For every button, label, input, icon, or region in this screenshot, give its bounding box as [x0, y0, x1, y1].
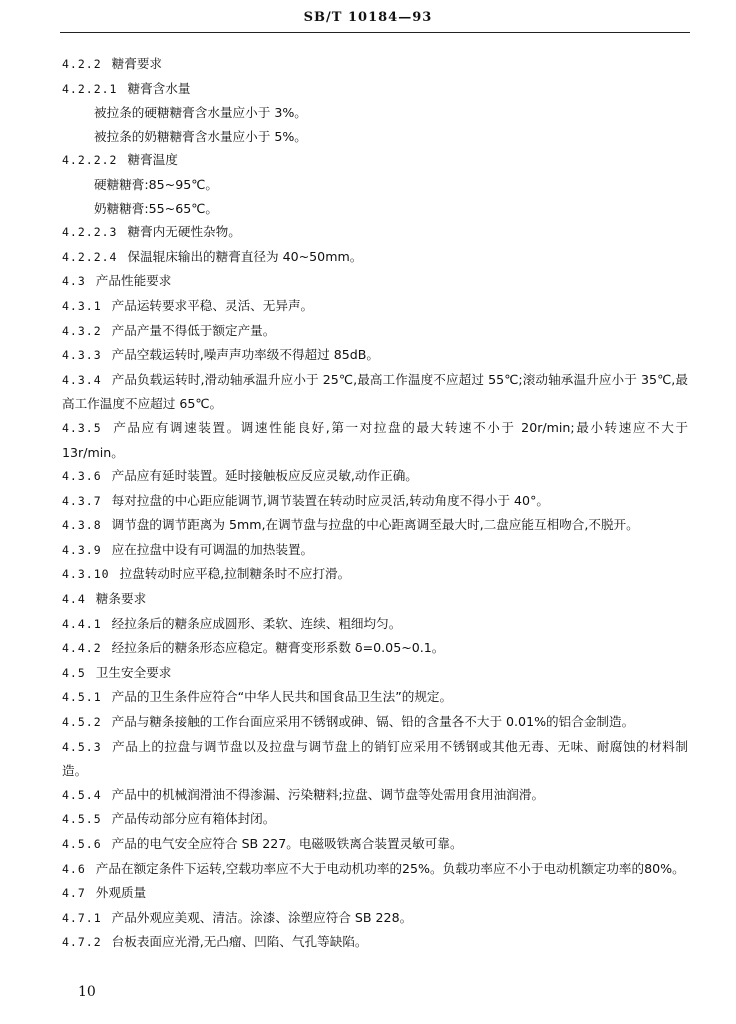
clause-line — [62, 343, 688, 368]
clause-number: 4.5.3 — [62, 739, 102, 754]
clause-number: 4.5.5 — [62, 812, 102, 827]
clause-text: 被拉条的奶糖糖膏含水量应小于 5%。 — [94, 128, 307, 144]
clause-number: 4.3.8 — [62, 518, 102, 533]
clause-number: 4.7.1 — [62, 910, 102, 925]
clause-line — [62, 783, 688, 808]
clause-line — [62, 587, 688, 612]
clause-line — [62, 832, 688, 857]
clause-number: 4.3.10 — [62, 567, 110, 582]
clause-number: 4.3.3 — [62, 348, 102, 363]
clause-number: 4.2.2.3 — [62, 225, 118, 240]
document-body — [62, 52, 688, 955]
clause-text: 台板表面应光滑,无凸瘤、凹陷、气孔等缺陷。 — [111, 934, 368, 950]
header-rule — [60, 32, 690, 33]
clause-line — [62, 857, 688, 882]
clause-number: 4.2.2.1 — [62, 81, 118, 96]
clause-number: 4.3.6 — [62, 469, 102, 484]
clause-number: 4.3 — [62, 274, 86, 289]
clause-line — [62, 368, 688, 416]
clause-line — [62, 661, 688, 686]
clause-line — [62, 173, 688, 197]
clause-text: 奶糖糖膏:55~65℃。 — [94, 200, 218, 216]
clause-text: 产品的电气安全应符合 SB 227。电磁吸铁离合装置灵敏可靠。 — [111, 836, 463, 851]
clause-number: 4.2.2.2 — [62, 153, 118, 168]
clause-number: 4.3.1 — [62, 298, 102, 313]
clause-line — [62, 710, 688, 735]
clause-number: 4.7.2 — [62, 935, 102, 950]
clause-line — [62, 148, 688, 173]
clause-line — [62, 930, 688, 955]
clause-line — [62, 125, 688, 149]
clause-number: 4.4.1 — [62, 616, 102, 631]
clause-line — [62, 77, 688, 102]
clause-number: 4.3.7 — [62, 493, 102, 508]
clause-number: 4.3.9 — [62, 542, 102, 557]
clause-text: 被拉条的硬糖糖膏含水量应小于 3%。 — [94, 105, 307, 121]
clause-line — [62, 464, 688, 489]
clause-number: 4.5.6 — [62, 837, 102, 851]
clause-text: 产品应有调速装置。调速性能良好,第一对拉盘的最大转速不小于 20r/min;最小转速应不大于 13r/min。 — [62, 419, 688, 460]
clause-line — [62, 735, 688, 783]
clause-number: 4.2.2.4 — [62, 249, 118, 264]
document-code-header: SB/T 10184—93 — [303, 10, 433, 25]
clause-text: 产品性能要求 — [95, 273, 172, 289]
clause-text: 产品应有延时装置。延时接触板应反应灵敏,动作正确。 — [111, 468, 418, 484]
clause-line — [62, 612, 688, 637]
clause-text: 卫生安全要求 — [95, 664, 172, 680]
clause-line — [62, 538, 688, 563]
clause-text: 每对拉盘的中心距应能调节,调节装置在转动时应灵活,转动角度不得小于 40°。 — [111, 492, 549, 508]
clause-text: 糖膏要求 — [111, 56, 162, 71]
clause-line — [62, 881, 688, 906]
clause-text: 调节盘的调节距离为 5mm,在调节盘与拉盘的中心距离调至最大时,二盘应能互相吻合,不脱开。 — [111, 517, 639, 533]
clause-text: 产品负载运转时,滑动轴承温升应小于 25℃,最高工作温度不应超过 55℃;滚动轴承温升应小于 35℃,最高工作温度不应超过 65℃。 — [62, 371, 688, 412]
clause-number: 4.4.2 — [62, 641, 102, 656]
clause-line — [62, 636, 688, 661]
clause-text: 硬糖糖膏:85~95℃。 — [94, 176, 218, 192]
clause-text: 糖条要求 — [95, 591, 147, 607]
clause-number: 4.3.4 — [62, 372, 102, 387]
clause-line — [62, 319, 688, 344]
clause-line — [62, 101, 688, 125]
clause-text: 产品的卫生条件应符合“中华人民共和国食品卫生法”的规定。 — [111, 689, 453, 705]
clause-number: 4.5.2 — [62, 715, 102, 730]
clause-text: 产品空载运转时,噪声声功率级不得超过 85dB。 — [111, 347, 379, 363]
clause-text: 拉盘转动时应平稳,拉制糖条时不应打滑。 — [119, 566, 351, 582]
clause-text: 保温辊床输出的糖膏直径为 40~50mm。 — [127, 248, 363, 264]
clause-text: 糖膏温度 — [127, 152, 178, 168]
clause-number: 4.3.2 — [62, 323, 102, 338]
clause-line — [62, 197, 688, 221]
clause-text: 产品与糖条接触的工作台面应采用不锈钢或砷、镉、铅的含量各不大于 0.01%的铝合金制造。 — [111, 714, 635, 730]
clause-text: 产品运转要求平稳、灵活、无异声。 — [111, 297, 314, 313]
clause-text: 产品产量不得低于额定产量。 — [111, 322, 276, 338]
clause-text: 产品外观应美观、清洁。涂漆、涂塑应符合 SB 228。 — [111, 909, 413, 925]
clause-line — [62, 906, 688, 931]
clause-number: 4.6 — [62, 861, 86, 876]
clause-number: 4.4 — [62, 592, 86, 607]
clause-line — [62, 245, 688, 270]
clause-line — [62, 489, 688, 514]
clause-number: 4.2.2 — [62, 57, 102, 71]
clause-text: 外观质量 — [95, 885, 147, 901]
clause-number: 4.5 — [62, 665, 86, 680]
clause-text: 产品中的机械润滑油不得渗漏、污染糖料;拉盘、调节盘等处需用食用油润滑。 — [111, 786, 545, 802]
clause-number: 4.7 — [62, 886, 86, 901]
clause-text: 糖膏含水量 — [127, 80, 191, 96]
page-number: 10 — [78, 984, 96, 1000]
clause-line — [62, 562, 688, 587]
clause-text: 产品在额定条件下运转,空载功率应不大于电动机功率的25%。负载功率应不小于电动机额定功率的80%。 — [95, 860, 685, 876]
clause-text: 糖膏内无硬性杂物。 — [127, 224, 241, 240]
clause-line — [62, 416, 688, 464]
clause-line — [62, 220, 688, 245]
clause-text: 应在拉盘中设有可调温的加热装置。 — [111, 541, 314, 557]
clause-line — [62, 52, 688, 77]
clause-line — [62, 269, 688, 294]
clause-text: 产品上的拉盘与调节盘以及拉盘与调节盘上的销钉应采用不锈钢或其他无毒、无味、耐腐蚀的材料制造。 — [62, 738, 688, 779]
clause-number: 4.5.1 — [62, 690, 102, 705]
clause-number: 4.3.5 — [62, 420, 102, 435]
clause-line — [62, 294, 688, 319]
clause-text: 产品传动部分应有箱体封闭。 — [111, 811, 276, 827]
clause-line — [62, 685, 688, 710]
clause-line — [62, 513, 688, 538]
clause-text: 经拉条后的糖条形态应稳定。糖膏变形系数 δ=0.05~0.1。 — [111, 640, 445, 656]
clause-text: 经拉条后的糖条应成圆形、柔软、连续、粗细均匀。 — [111, 615, 402, 631]
clause-line — [62, 807, 688, 832]
clause-number: 4.5.4 — [62, 787, 102, 802]
